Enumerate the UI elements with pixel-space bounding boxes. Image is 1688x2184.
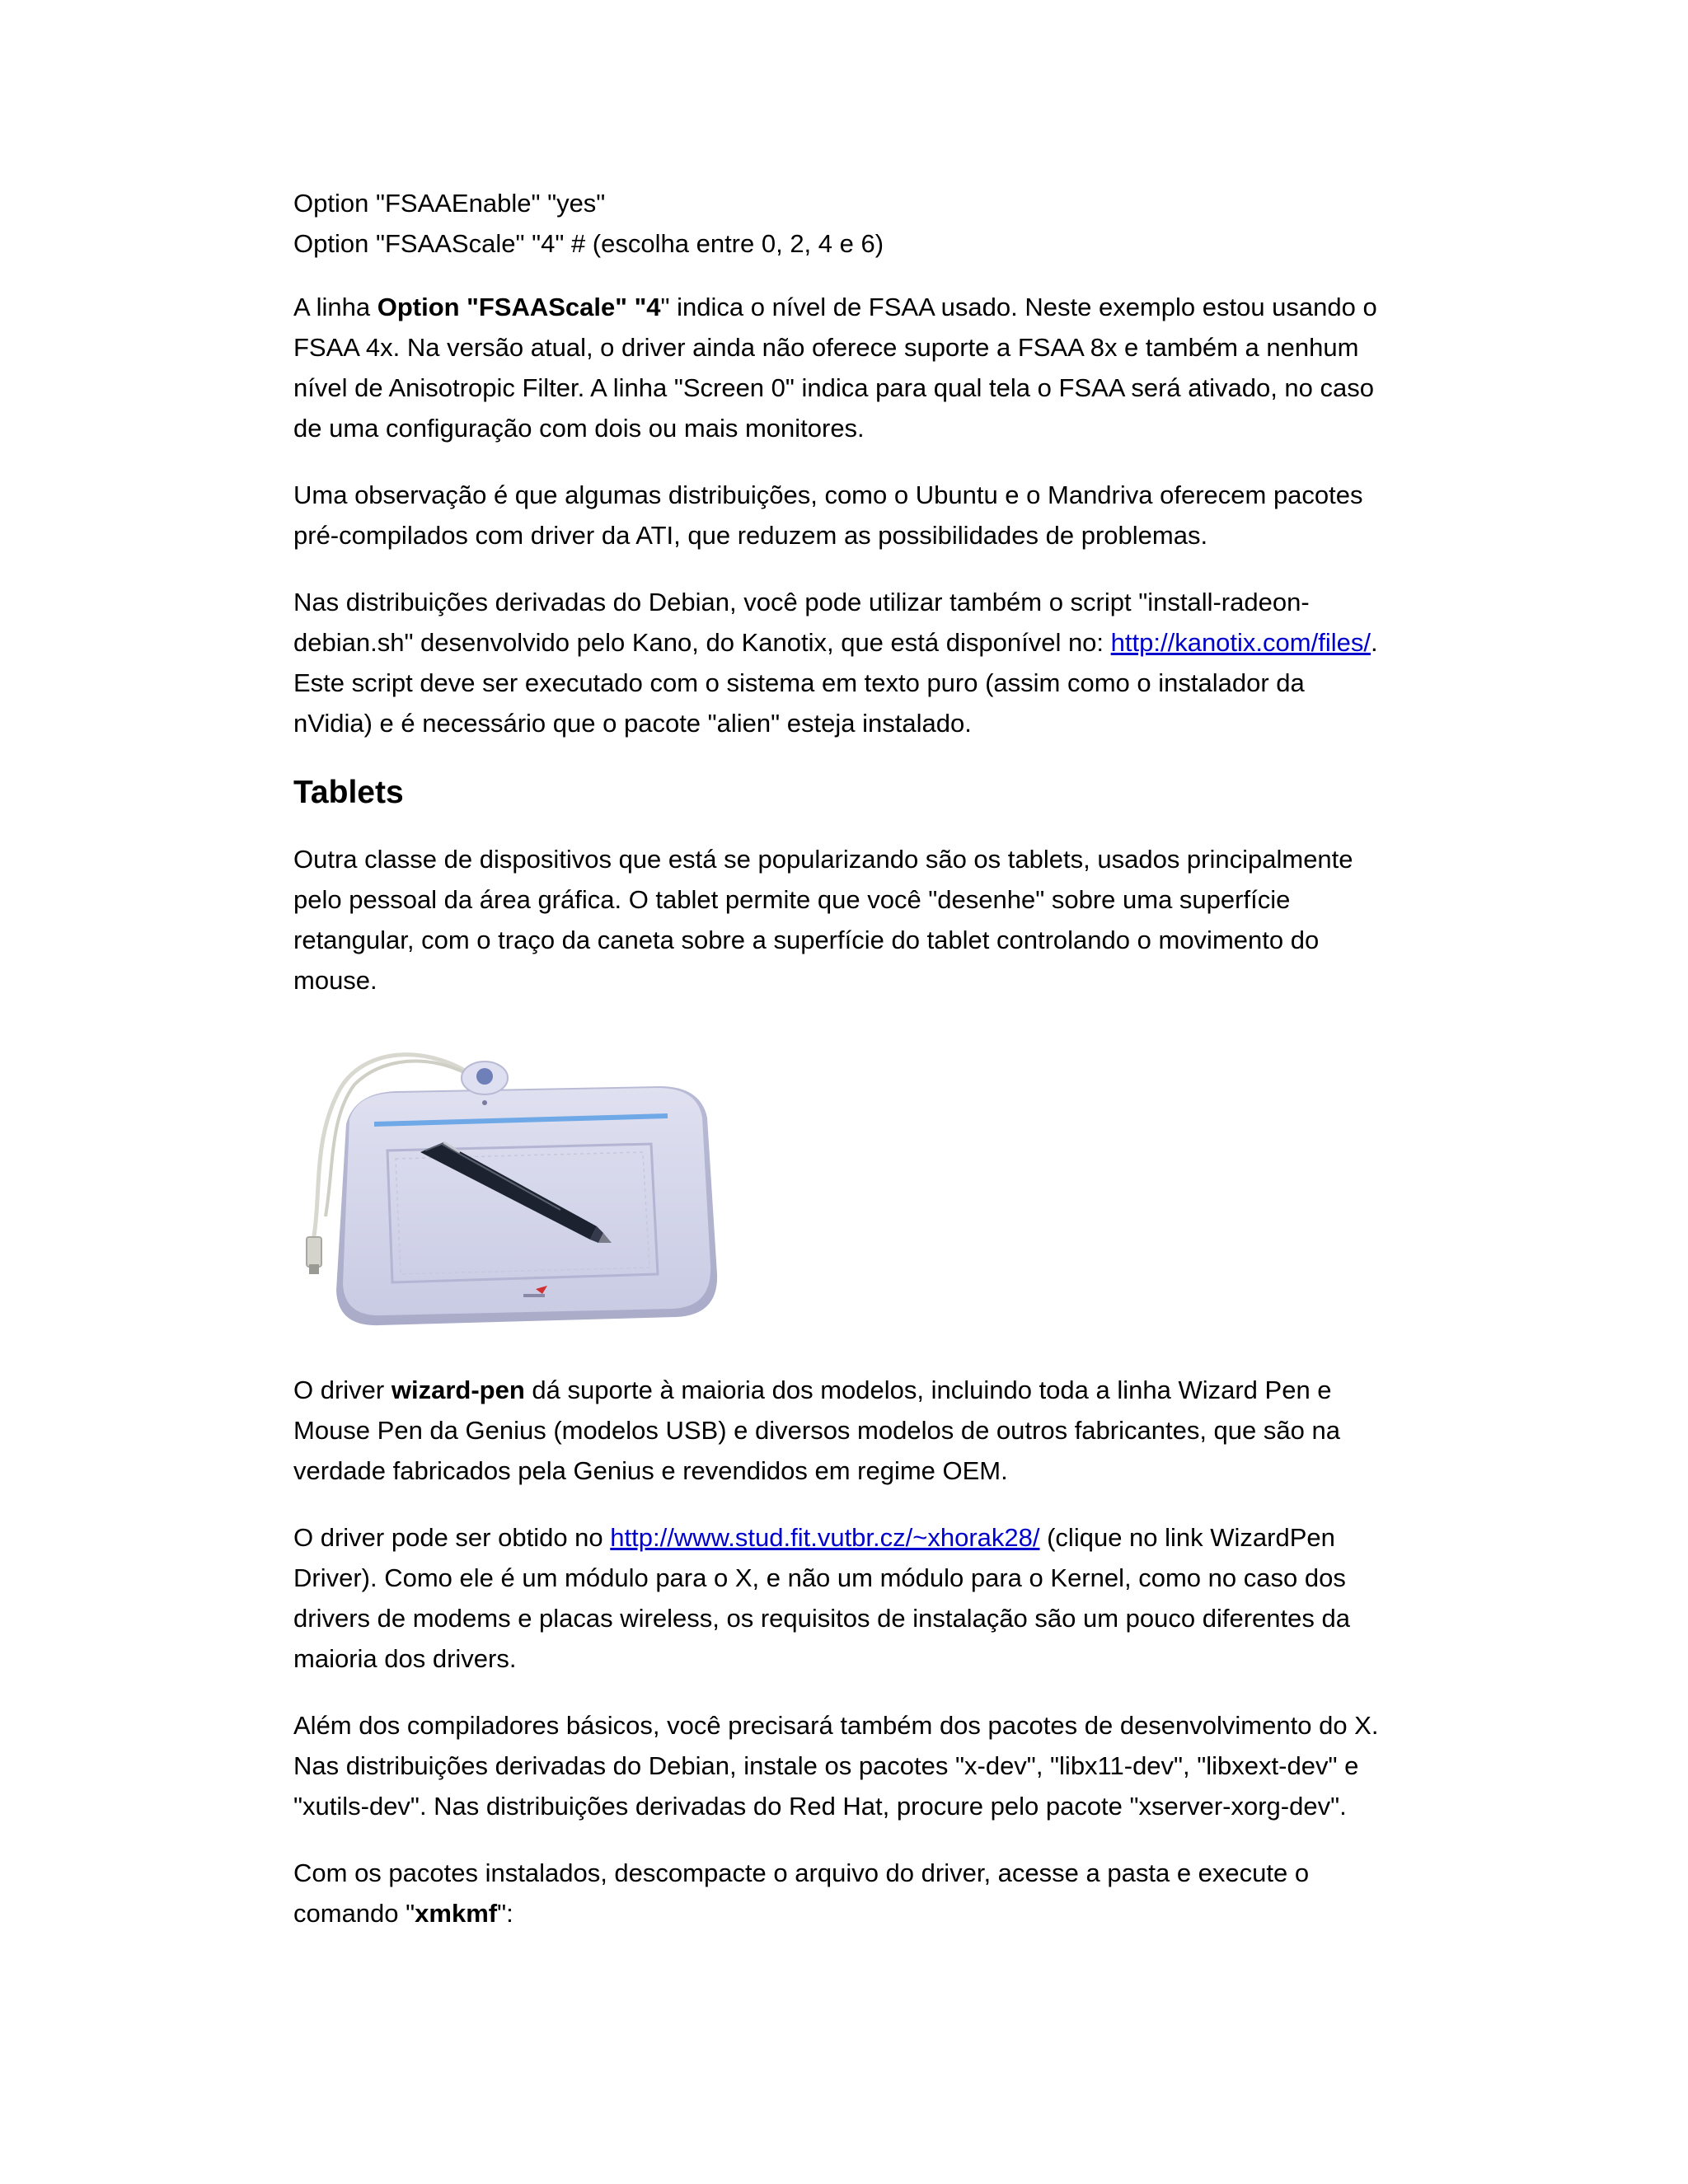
p3-text-b: . Este script deve ser executado com o sistema em texto puro (assim como o instalador da nVidia) e é necessário que o pacote "alien" esteja instalado. — [293, 628, 1378, 738]
paragraph-fsaa-scale — [293, 287, 1390, 448]
code-line-fsaa-scale: Option "FSAAScale" "4" # (escolha entre 0, 2, 4 e 6) — [293, 229, 884, 258]
document-page — [293, 183, 1390, 1960]
p6-text-a: O driver pode ser obtido no — [293, 1523, 611, 1552]
section-heading-tablets: Tablets — [293, 775, 404, 810]
paragraph-dev-packages: Além dos compiladores básicos, você precisará também dos pacotes de desenvolvimento do X. Nas distribuições derivadas do Debian, instale os pacotes "x-dev", "libx11-dev", "libxext-dev" e "xutils-dev". Nas distribuições derivadas do Red Hat, procure pelo pacote "xserver-xorg-dev". — [293, 1711, 1379, 1821]
p8-bold-xmkmf: xmkmf — [415, 1899, 498, 1928]
p5-bold-wizard-pen: wizard-pen — [391, 1376, 525, 1404]
p5-text-c: dá suporte à maioria dos modelos, incluindo toda a linha Wizard Pen e Mouse Pen da Genius (modelos USB) e diversos modelos de outros fabricantes, que são na verdade fabricados pela Genius e revendidos em regime OEM. — [293, 1376, 1340, 1485]
tablet-photo — [288, 1027, 734, 1340]
paragraph-distributions: Uma observação é que algumas distribuições, como o Ubuntu e o Mandriva oferecem pacotes pré-compilados com driver da ATI, que reduzem as possibilidades de problemas. — [293, 480, 1363, 550]
paragraph-tablets-intro: Outra classe de dispositivos que está se popularizando são os tablets, usados principalmente pelo pessoal da área gráfica. O tablet permite que você "desenhe" sobre uma superfície retangular, com o traço da caneta sobre a superfície do tablet controlando o movimento do mouse. — [293, 845, 1353, 995]
config-code-block — [293, 183, 1390, 264]
p3-text-a: Nas distribuições derivadas do Debian, você pode utilizar também o script "install-radeon-debian.sh" desenvolvido pelo Kano, do Kanotix, que está disponível no: — [293, 588, 1310, 657]
p5-text-a: O driver — [293, 1376, 392, 1404]
p1-bold-option: Option "FSAAScale" "4 — [377, 293, 661, 321]
p8-text-c: ": — [497, 1899, 513, 1928]
p1-text-c: " indica o nível de FSAA usado. Neste exemplo estou usando o FSAA 4x. Na versão atual, o driver ainda não oferece suporte a FSAA 8x e também a nenhum nível de Anisotropic Filter. A linha "Screen 0" indica para qual tela o FSAA será ativado, no caso de uma configuração com dois ou mais monitores. — [293, 293, 1377, 443]
tablet-photo-icon — [288, 1027, 734, 1340]
paragraph-debian-script — [293, 582, 1390, 743]
code-line-fsaa-enable: Option "FSAAEnable" "yes" — [293, 189, 606, 218]
wizardpen-link[interactable]: http://www.stud.fit.vutbr.cz/~xhorak28/ — [610, 1523, 1040, 1552]
kanotix-link[interactable]: http://kanotix.com/files/ — [1110, 628, 1371, 657]
paragraph-driver-download — [293, 1517, 1390, 1679]
paragraph-xmkmf — [293, 1853, 1390, 1933]
paragraph-wizard-pen — [293, 1370, 1390, 1491]
p8-text-a: Com os pacotes instalados, descompacte o arquivo do driver, acesse a pasta e execute o comando " — [293, 1858, 1310, 1928]
p6-text-b: (clique no link WizardPen Driver). Como ele é um módulo para o X, e não um módulo para o Kernel, como no caso dos drivers de modems e placas wireless, os requisitos de instalação são um pouco diferentes da maioria dos drivers. — [293, 1523, 1350, 1673]
p1-text-a: A linha — [293, 293, 377, 321]
